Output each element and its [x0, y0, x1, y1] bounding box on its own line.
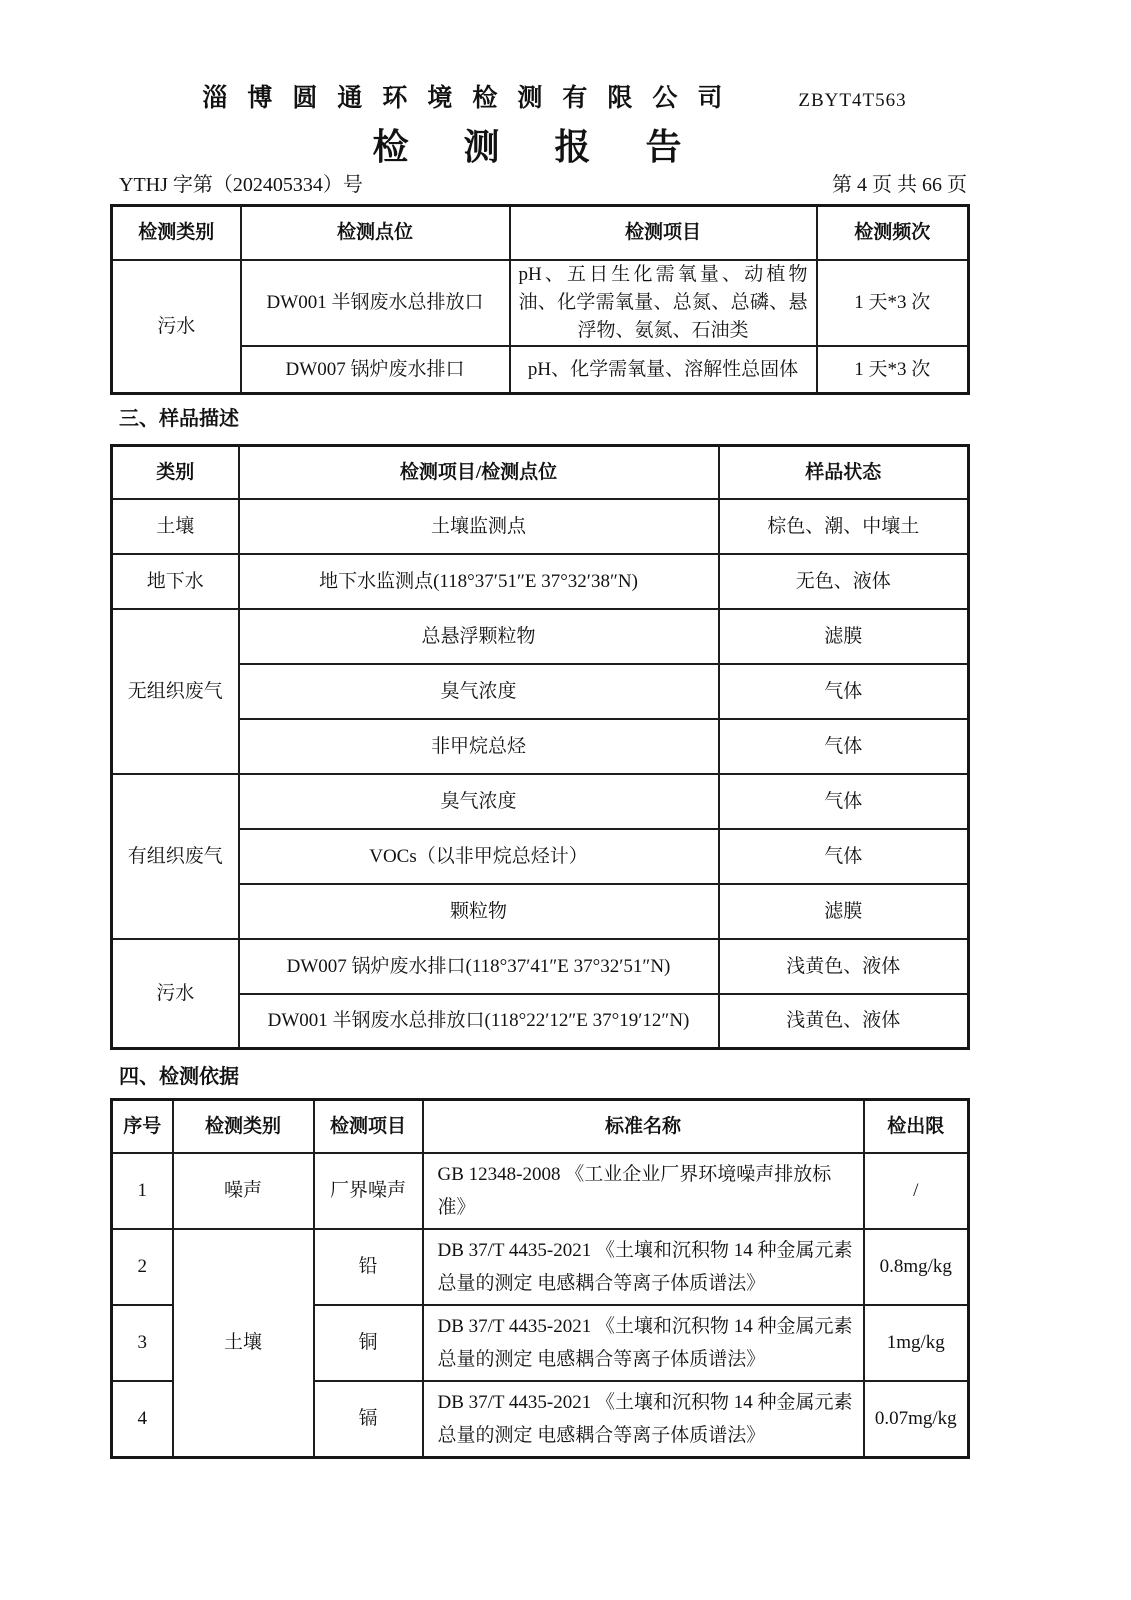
report-code: ZBYT4T563: [798, 90, 907, 111]
item-cell: 总悬浮颗粒物: [239, 609, 719, 664]
items-cell: pH、化学需氧量、溶解性总固体: [510, 346, 817, 394]
category-cell: 污水: [112, 260, 241, 394]
company-name: 淄博圆通环境检测有限公司: [202, 85, 743, 112]
state-cell: 棕色、潮、中壤土: [719, 499, 969, 554]
table-header-row: [112, 206, 969, 260]
table-row: [112, 499, 969, 554]
category-cell: 土壤: [173, 1229, 314, 1458]
section-heading-samples: 三、样品描述: [119, 408, 239, 430]
item-cell: 非甲烷总烃: [239, 719, 719, 774]
test-basis-table: [110, 1098, 970, 1459]
limit-cell: 1mg/kg: [864, 1305, 969, 1381]
col-header-frequency: 检测频次: [817, 206, 969, 260]
state-cell: 滤膜: [719, 609, 969, 664]
category-cell: 有组织废气: [112, 774, 239, 939]
table-row: [112, 774, 969, 829]
item-cell: DW001 半钢废水总排放口(118°22′12″E 37°19′12″N): [239, 994, 719, 1049]
col-header-no: 序号: [112, 1100, 173, 1153]
col-header-category: 类别: [112, 446, 239, 499]
category-cell: 污水: [112, 939, 239, 1049]
table-row: [112, 1229, 969, 1305]
state-cell: 浅黄色、液体: [719, 994, 969, 1049]
col-header-items: 检测项目: [510, 206, 817, 260]
report-meta-row: [110, 173, 967, 197]
row-number-cell: 4: [112, 1381, 173, 1458]
table-row: [112, 609, 969, 664]
col-header-category: 检测类别: [112, 206, 241, 260]
table-row: [112, 994, 969, 1049]
category-cell: 土壤: [112, 499, 239, 554]
item-cell: DW007 锅炉废水排口(118°37′41″E 37°32′51″N): [239, 939, 719, 994]
item-cell: 颗粒物: [239, 884, 719, 939]
state-cell: 滤膜: [719, 884, 969, 939]
table-row: [112, 829, 969, 884]
item-cell: 臭气浓度: [239, 664, 719, 719]
col-header-item: 检测项目: [314, 1100, 423, 1153]
item-cell: 土壤监测点: [239, 499, 719, 554]
standard-cell: DB 37/T 4435-2021 《土壤和沉积物 14 种金属元素总量的测定 电感耦合等离子体质谱法》: [423, 1229, 864, 1305]
row-number-cell: 1: [112, 1153, 173, 1229]
table-row: [112, 260, 969, 346]
row-number-cell: 3: [112, 1305, 173, 1381]
table-row: [112, 1153, 969, 1229]
state-cell: 气体: [719, 664, 969, 719]
state-cell: 无色、液体: [719, 554, 969, 609]
col-header-item-point: 检测项目/检测点位: [239, 446, 719, 499]
state-cell: 气体: [719, 774, 969, 829]
page-indicator: 第 4 页 共 66 页: [832, 174, 967, 196]
col-header-state: 样品状态: [719, 446, 969, 499]
frequency-cell: 1 天*3 次: [817, 346, 969, 394]
col-header-standard: 标准名称: [423, 1100, 864, 1153]
report-content: [110, 84, 967, 1459]
table-row: [112, 884, 969, 939]
item-cell: VOCs（以非甲烷总烃计）: [239, 829, 719, 884]
sample-description-table: [110, 444, 970, 1050]
item-cell: 地下水监测点(118°37′51″E 37°32′38″N): [239, 554, 719, 609]
standard-cell: DB 37/T 4435-2021 《土壤和沉积物 14 种金属元素总量的测定 电感耦合等离子体质谱法》: [423, 1305, 864, 1381]
item-cell: 铜: [314, 1305, 423, 1381]
table-row: [112, 719, 969, 774]
monitoring-table: [110, 204, 970, 395]
limit-cell: 0.07mg/kg: [864, 1381, 969, 1458]
standard-cell: DB 37/T 4435-2021 《土壤和沉积物 14 种金属元素总量的测定 电感耦合等离子体质谱法》: [423, 1381, 864, 1458]
table-header-row: [112, 1100, 969, 1153]
frequency-cell: 1 天*3 次: [817, 260, 969, 346]
report-number: YTHJ 字第（202405334）号: [119, 174, 363, 196]
row-number-cell: 2: [112, 1229, 173, 1305]
category-cell: 地下水: [112, 554, 239, 609]
item-cell: 厂界噪声: [314, 1153, 423, 1229]
state-cell: 气体: [719, 829, 969, 884]
col-header-category: 检测类别: [173, 1100, 314, 1153]
item-cell: 铅: [314, 1229, 423, 1305]
table-row: [112, 346, 969, 394]
point-cell: DW001 半钢废水总排放口: [241, 260, 510, 346]
category-cell: 无组织废气: [112, 609, 239, 774]
item-cell: 臭气浓度: [239, 774, 719, 829]
state-cell: 气体: [719, 719, 969, 774]
point-cell: DW007 锅炉废水排口: [241, 346, 510, 394]
report-title: 检 测 报 告: [372, 127, 705, 167]
section-heading-basis: 四、检测依据: [119, 1066, 239, 1088]
state-cell: 浅黄色、液体: [719, 939, 969, 994]
table-row: [112, 664, 969, 719]
report-header: [126, 84, 983, 113]
items-cell: pH、五日生化需氧量、动植物油、化学需氧量、总氮、总磷、悬浮物、氨氮、石油类: [510, 260, 817, 346]
limit-cell: 0.8mg/kg: [864, 1229, 969, 1305]
limit-cell: /: [864, 1153, 969, 1229]
category-cell: 噪声: [173, 1153, 314, 1229]
item-cell: 镉: [314, 1381, 423, 1458]
table-header-row: [112, 446, 969, 499]
table-row: [112, 939, 969, 994]
col-header-point: 检测点位: [241, 206, 510, 260]
standard-cell: GB 12348-2008 《工业企业厂界环境噪声排放标准》: [423, 1153, 864, 1229]
table-row: [112, 554, 969, 609]
col-header-limit: 检出限: [864, 1100, 969, 1153]
